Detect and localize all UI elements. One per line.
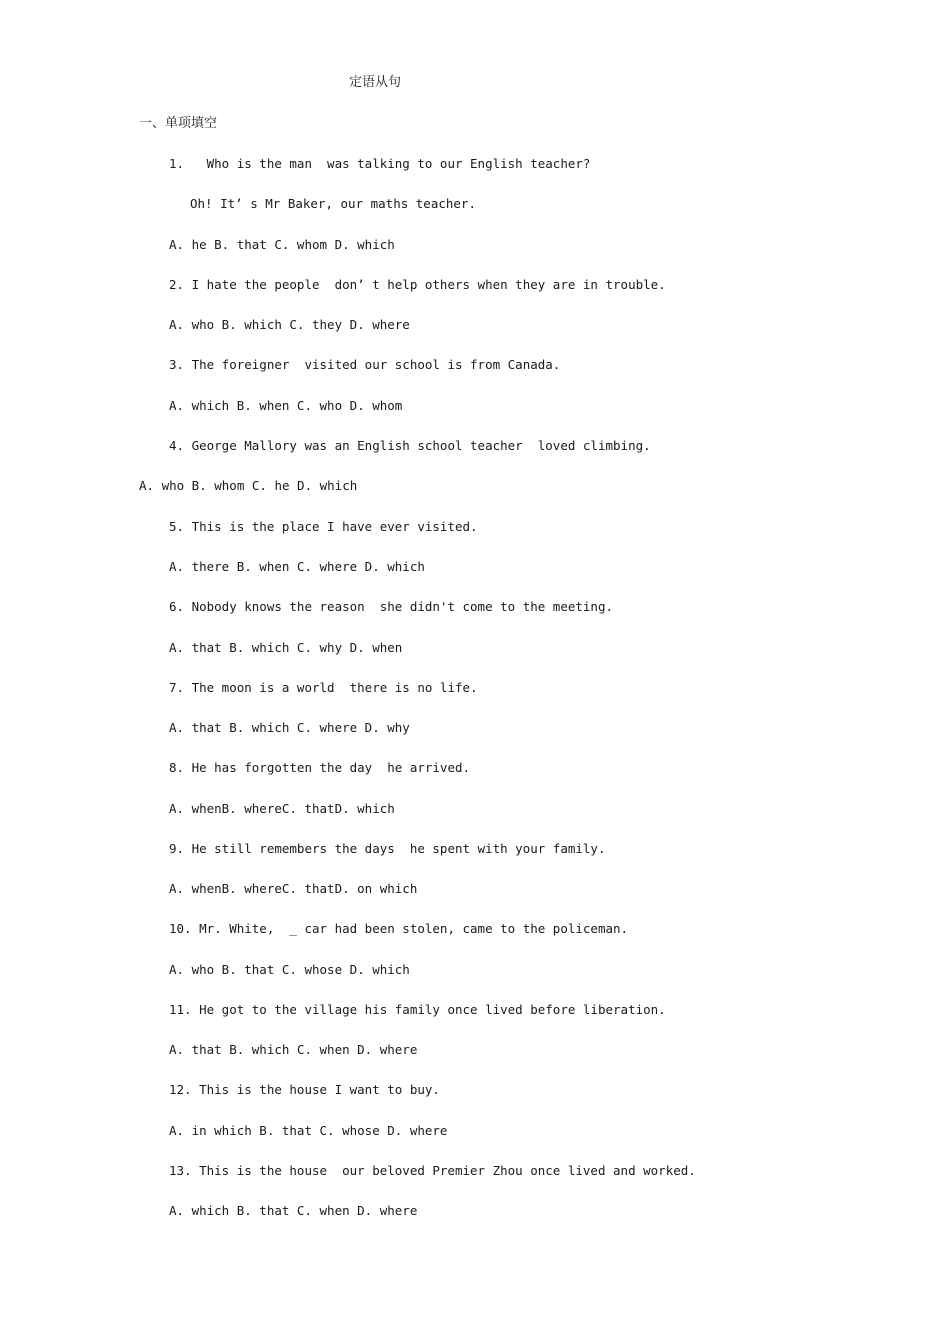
document-title: 定语从句 [349,75,402,90]
question-options: A. in which B. that C. whose D. where [169,1123,448,1138]
question-options: A. who B. that C. whose D. which [169,962,410,977]
question-options: A. he B. that C. whom D. which [169,237,395,252]
question-stem: 1. Who is the man was talking to our English teacher? [169,156,591,171]
question-options: A. that B. which C. when D. where [169,1042,418,1057]
question-options: A. whenB. whereC. thatD. on which [169,881,418,896]
question-extra: Oh! It’ s Mr Baker, our maths teacher. [190,196,476,211]
question-stem: 6. Nobody knows the reason she didn't come to the meeting. [169,599,614,614]
section-heading: 一、单项填空 [139,116,218,131]
question-stem: 12. This is the house I want to buy. [169,1082,440,1097]
question-stem: 13. This is the house our beloved Premier Zhou once lived and worked. [169,1163,696,1178]
question-stem: 11. He got to the village his family once lived before liberation. [169,1002,666,1017]
question-stem: 5. This is the place I have ever visited. [169,519,478,534]
question-options: A. whenB. whereC. thatD. which [169,801,395,816]
question-stem: 3. The foreigner visited our school is from Canada. [169,357,561,372]
question-stem: 8. He has forgotten the day he arrived. [169,760,471,775]
question-stem: 4. George Mallory was an English school teacher loved climbing. [169,438,651,453]
question-stem: 7. The moon is a world there is no life. [169,680,478,695]
question-options: A. there B. when C. where D. which [169,559,425,574]
question-options: A. that B. which C. why D. when [169,640,403,655]
question-options: A. who B. which C. they D. where [169,317,410,332]
question-options: A. which B. when C. who D. whom [169,398,403,413]
question-options: A. which B. that C. when D. where [169,1203,418,1218]
question-options: A. who B. whom C. he D. which [139,478,358,493]
question-stem: 9. He still remembers the days he spent with your family. [169,841,606,856]
question-options: A. that B. which C. where D. why [169,720,410,735]
question-stem: 10. Mr. White, _ car had been stolen, came to the policeman. [169,921,629,936]
question-stem: 2. I hate the people don’ t help others when they are in trouble. [169,277,666,292]
